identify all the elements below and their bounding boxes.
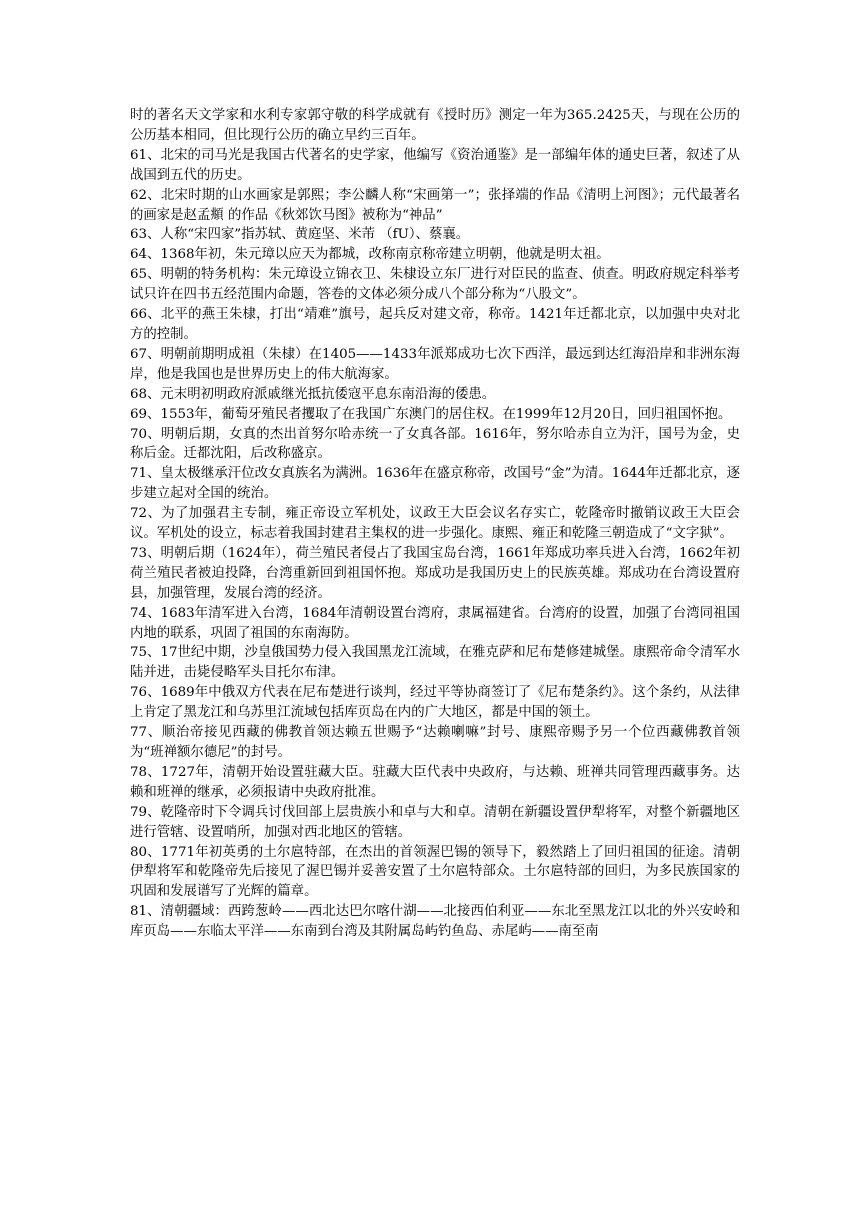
paragraph-70: 70、明朝后期，女真的杰出首努尔哈赤统一了女真各部。1616年，努尔哈赤自立为汗，国号为金，史称后金。迁都沈阳，后改称盛京。 [130, 426, 740, 462]
paragraph-66: 66、北平的燕王朱棣，打出“靖难”旗号，起兵反对建文帝，称帝。1421年迁都北京，以加强中央对北方的控制。 [130, 307, 740, 342]
paragraph-76: 76、1689年中俄双方代表在尼布楚进行谈判，经过平等协商签订了《尼布楚条约》。这个条约，从法律上肯定了黑龙江和乌苏里江流域包括库页岛在内的广大地区，都是中国的领土。 [130, 685, 740, 721]
paragraph-guo-shoujing: 时的著名天文学家和水利专家郭守敬的科学成就有《授时历》测定一年为365.2425天，与现在公历的公历基本相同，但比现行公历的确立早约三百年。 [130, 108, 740, 143]
paragraph-77: 77、顺治帝接见西藏的佛教首领达赖五世赐予“达赖喇嘛”封号、康熙帝赐予另一个位西藏佛教首领为“班禅额尔德尼”的封号。 [130, 725, 740, 760]
paragraph-67: 67、明朝前期明成祖（朱棣）在1405——1433年派郑成功七次下西洋，最远到达红海沿岸和非洲东海岸，他是我国也是世界历史上的伟大航海家。 [130, 346, 740, 382]
paragraph-79: 79、乾隆帝时下令调兵讨伐回部上层贵族小和卓与大和卓。清朝在新疆设置伊犁将军，对整个新疆地区进行管辖、设置哨所，加强对西北地区的管辖。 [130, 804, 740, 840]
paragraph-68: 68、元末明初明政府派戚继光抵抗倭寇平息东南沿海的倭患。 [130, 386, 496, 402]
paragraph-73: 73、明朝后期（1624年），荷兰殖民者侵占了我国宝岛台湾，1661年郑成功率兵进入台湾，1662年初荷兰殖民者被迫投降，台湾重新回到祖国怀抱。郑成功是我国历史上的民族英雄。郑成功在台湾设置府县，加强管理，发展台湾的经济。 [130, 545, 740, 601]
paragraph-61: 61、北宋的司马光是我国古代著名的史学家，他编写《资治通鉴》是一部编年体的通史巨著，叙述了从战国到五代的历史。 [130, 147, 740, 183]
paragraph-69: 69、1553年，葡萄牙殖民者攫取了在我国广东澳门的居住权。在1999年12月20日，回归祖国怀抱。 [130, 406, 732, 422]
paragraph-62: 62、北宋时期的山水画家是郭熙；李公麟人称“宋画第一”；张择端的作品《清明上河图》；元代最著名的画家是赵孟頫 的作品《秋郊饮马图》被称为“神品” [130, 187, 740, 223]
paragraph-78: 78、1727年，清朝开始设置驻藏大臣。驻藏大臣代表中央政府，与达赖、班禅共同管理西藏事务。达赖和班禅的继承，必须报请中央政府批准。 [130, 764, 740, 800]
paragraph-80: 80、1771年初英勇的土尔扈特部，在杰出的首领渥巴锡的领导下，毅然踏上了回归祖国的征途。清朝伊犁将军和乾隆帝先后接见了渥巴锡并妥善安置了土尔扈特部众。土尔扈特部的回归，为多民族国家的巩固和发展谱写了光辉的篇章。 [130, 844, 740, 900]
paragraph-71: 71、皇太极继承汗位改女真族名为满洲。1636年在盛京称帝，改国号“金”为清。1644年迁都北京，逐步建立起对全国的统治。 [130, 466, 740, 502]
paragraph-74: 74、1683年清军进入台湾，1684年清朝设置台湾府，隶属福建省。台湾府的设置，加强了台湾同祖国内地的联系，巩固了祖国的东南海防。 [130, 605, 740, 641]
paragraph-64: 64、1368年初，朱元璋以应天为都城，改称南京称帝建立明朝，他就是明太祖。 [130, 247, 610, 263]
document-body [130, 106, 740, 942]
paragraph-75: 75、17世纪中期，沙皇俄国势力侵入我国黑龙江流域，在雅克萨和尼布楚修建城堡。康熙帝命令清军水陆并进，击毙侵略军头目托尔布津。 [130, 645, 740, 681]
paragraph-81: 81、清朝疆域：西跨葱岭——西北达巴尔喀什湖——北接西伯利亚——东北至黑龙江以北的外兴安岭和库页岛——东临太平洋——东南到台湾及其附属岛屿钓鱼岛、赤尾屿——南至南 [130, 904, 740, 940]
paragraph-72: 72、为了加强君主专制，雍正帝设立军机处，议政王大臣会议名存实亡，乾隆帝时撤销议政王大臣会议。军机处的设立，标志着我国封建君主集权的进一步强化。康熙、雍正和乾隆三朝造成了“文字狱”。 [130, 506, 740, 542]
paragraph-65: 65、明朝的特务机构：朱元璋设立锦衣卫、朱棣设立东厂进行对臣民的监查、侦查。明政府规定科举考试只许在四书五经范围内命题，答卷的文体必须分成八个部分称为“八股文”。 [130, 267, 740, 303]
paragraph-63: 63、人称“宋四家”指苏轼、黄庭坚、米芾 （fU）、蔡襄。 [130, 227, 470, 243]
